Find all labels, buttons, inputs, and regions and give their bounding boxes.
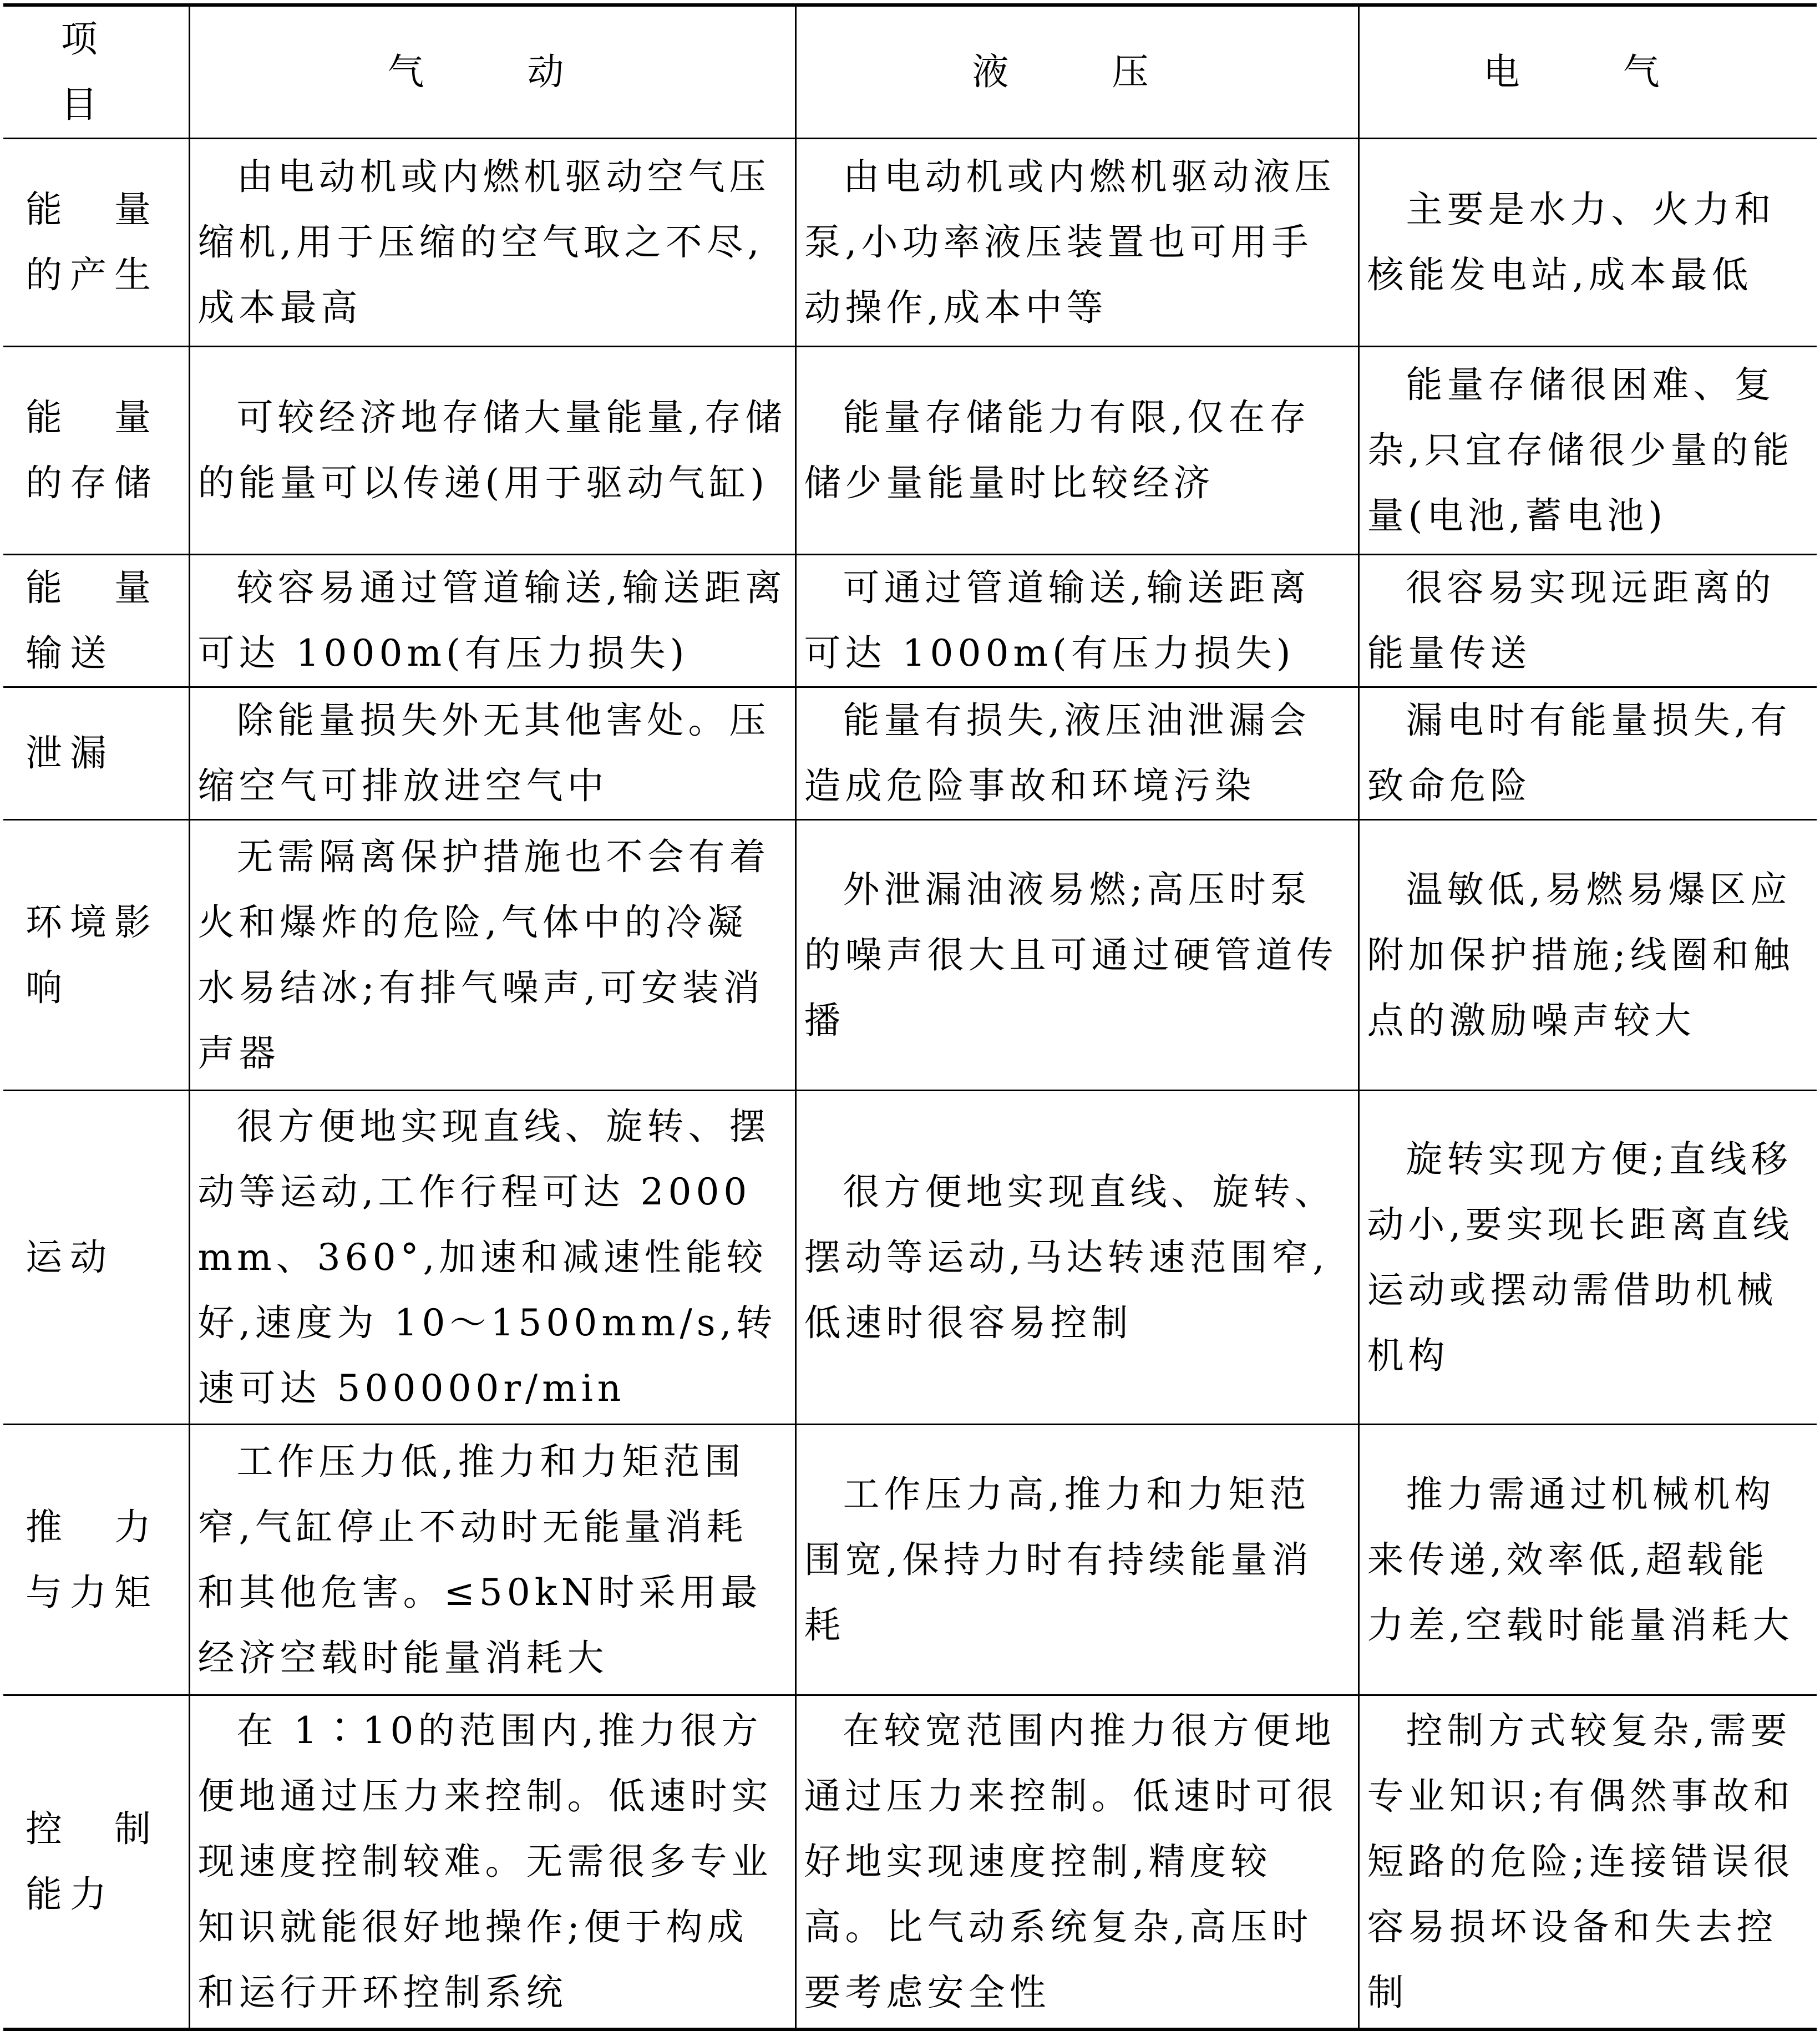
cell-pneumatic: 除能量损失外无其他害处。压缩空气可排放进空气中 [189, 687, 795, 820]
table-row [3, 687, 1817, 820]
row-label: 能 量的存储 [3, 347, 189, 555]
cell-pneumatic: 由电动机或内燃机驱动空气压缩机,用于压缩的空气取之不尽,成本最高 [189, 139, 795, 347]
table-row [3, 139, 1817, 347]
cell-pneumatic: 无需隔离保护措施也不会有着火和爆炸的危险,气体中的冷凝水易结冰;有排气噪声,可安装消声器 [189, 820, 795, 1091]
row-label: 推 力与力矩 [3, 1425, 189, 1695]
header-electric: 电 气 [1358, 5, 1817, 139]
table-row [3, 1425, 1817, 1695]
cell-electric: 温敏低,易燃易爆区应附加保护措施;线圈和触点的激励噪声较大 [1358, 820, 1817, 1091]
row-label: 控 制能力 [3, 1695, 189, 2029]
cell-electric: 推力需通过机械机构来传递,效率低,超载能力差,空载时能量消耗大 [1358, 1425, 1817, 1695]
cell-pneumatic: 很方便地实现直线、旋转、摆动等运动,工作行程可达 2000mm、360°,加速和减速性能较好,速度为 10～1500mm/s,转速可达 500000r/min [189, 1091, 795, 1425]
row-label: 泄漏 [3, 687, 189, 820]
header-item: 项 目 [3, 5, 189, 139]
cell-electric: 漏电时有能量损失,有致命危险 [1358, 687, 1817, 820]
cell-electric: 旋转实现方便;直线移动小,要实现长距离直线运动或摆动需借助机械机构 [1358, 1091, 1817, 1425]
cell-pneumatic: 较容易通过管道输送,输送距离可达 1000m(有压力损失) [189, 555, 795, 687]
header-hydraulic: 液 压 [795, 5, 1358, 139]
cell-electric: 主要是水力、火力和核能发电站,成本最低 [1358, 139, 1817, 347]
row-label: 环境影响 [3, 820, 189, 1091]
header-pneumatic: 气 动 [189, 5, 795, 139]
cell-hydraulic: 在较宽范围内推力很方便地通过压力来控制。低速时可很好地实现速度控制,精度较高。比气动系统复杂,高压时要考虑安全性 [795, 1695, 1358, 2029]
row-label: 运动 [3, 1091, 189, 1425]
comparison-table [3, 3, 1817, 2031]
cell-hydraulic: 可通过管道输送,输送距离可达 1000m(有压力损失) [795, 555, 1358, 687]
cell-electric: 能量存储很困难、复杂,只宜存储很少量的能量(电池,蓄电池) [1358, 347, 1817, 555]
table-row [3, 1695, 1817, 2029]
cell-hydraulic: 很方便地实现直线、旋转、摆动等运动,马达转速范围窄,低速时很容易控制 [795, 1091, 1358, 1425]
cell-hydraulic: 工作压力高,推力和力矩范围宽,保持力时有持续能量消耗 [795, 1425, 1358, 1695]
table-row [3, 1091, 1817, 1425]
cell-hydraulic: 能量有损失,液压油泄漏会造成危险事故和环境污染 [795, 687, 1358, 820]
header-row [3, 5, 1817, 139]
table-row [3, 347, 1817, 555]
cell-pneumatic: 在 1∶10的范围内,推力很方便地通过压力来控制。低速时实现速度控制较难。无需很多专业知识就能很好地操作;便于构成和运行开环控制系统 [189, 1695, 795, 2029]
cell-hydraulic: 由电动机或内燃机驱动液压泵,小功率液压装置也可用手动操作,成本中等 [795, 139, 1358, 347]
row-label: 能 量的产生 [3, 139, 189, 347]
cell-electric: 很容易实现远距离的能量传送 [1358, 555, 1817, 687]
cell-electric: 控制方式较复杂,需要专业知识;有偶然事故和短路的危险;连接错误很容易损坏设备和失去控制 [1358, 1695, 1817, 2029]
cell-pneumatic: 工作压力低,推力和力矩范围窄,气缸停止不动时无能量消耗和其他危害。≤50kN时采用最经济空载时能量消耗大 [189, 1425, 795, 1695]
table-row [3, 820, 1817, 1091]
table-row [3, 555, 1817, 687]
cell-hydraulic: 外泄漏油液易燃;高压时泵的噪声很大且可通过硬管道传播 [795, 820, 1358, 1091]
cell-hydraulic: 能量存储能力有限,仅在存储少量能量时比较经济 [795, 347, 1358, 555]
row-label: 能 量输送 [3, 555, 189, 687]
cell-pneumatic: 可较经济地存储大量能量,存储的能量可以传递(用于驱动气缸) [189, 347, 795, 555]
